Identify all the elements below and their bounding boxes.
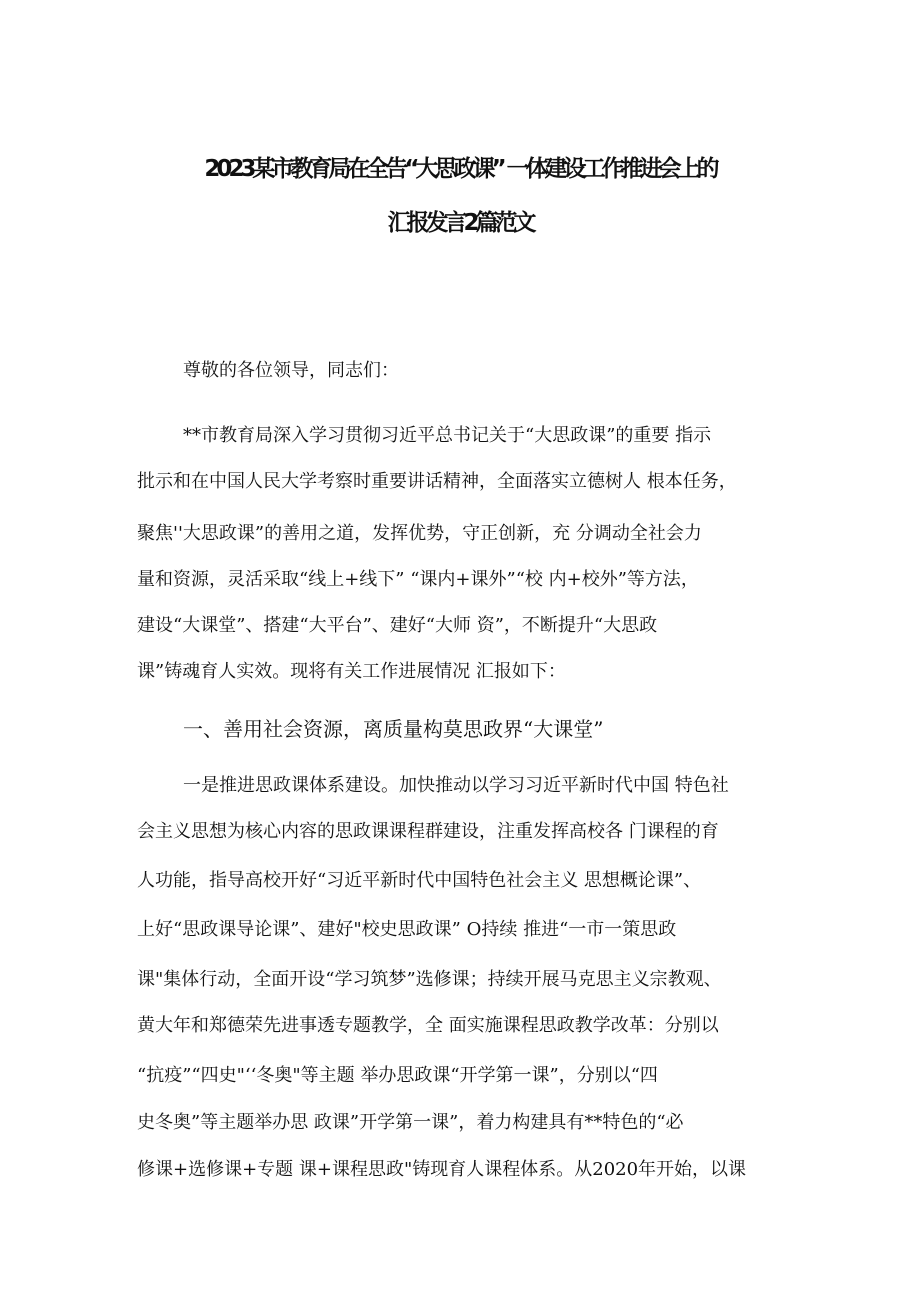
paragraph-2-line: “抗疫”“四史"‘‘冬奥"等主题 举办思政课“开学第一课”，分别以“四 xyxy=(137,1065,658,1086)
document-title-line-1: 2023某市教育局在全告“大思政课” 一体建设工作推进会上的 xyxy=(204,156,716,182)
paragraph-1-line: 建设“大课堂”、搭建“大平台”、建好“大师 资”，不断提升“大思政 xyxy=(137,615,658,636)
paragraph-2-line: 会主义思想为核心内容的思政课课程群建设，注重发挥高校各 门课程的育 xyxy=(137,821,719,842)
paragraph-2-line: 一是推进思政课体系建设。加快推动以学习习近平新时代中国 特色社 xyxy=(183,775,729,796)
paragraph-1-line: 批示和在中国人民大学考察时重要讲话精神，全面落实立德树人 根本任务， xyxy=(137,471,737,492)
paragraph-1-line: 量和资源，灵活采取“线上+线下” “课内+课外”“校 内+校外”等方法， xyxy=(137,569,699,590)
paragraph-2-line: 课"集体行动，全面开设“学习筑梦”选修课；持续开展马克思主义宗教观、 xyxy=(137,969,722,990)
greeting: 尊敬的各位领导，同志们： xyxy=(183,360,399,381)
paragraph-2-line: 修课+选修课+专题 课+课程思政"铸现育人课程体系。从2020年开始，以课 xyxy=(137,1159,747,1180)
document-title-line-2: 汇报发言2篇范文 xyxy=(387,210,533,236)
paragraph-1-line: **市教育局深入学习贯彻习近平总书记关于“大思政课”的重要 指示 xyxy=(183,425,712,446)
paragraph-1-line: 课”铸魂育人实效。现将有关工作进展情况 汇报如下： xyxy=(137,661,566,682)
paragraph-2-line: 上好“思政课导论课”、建好"校史思政课” O持续 推进“一市一策思政 xyxy=(137,919,677,940)
section-1-heading: 一、善用社会资源，离质量构莫思政界“大课堂” xyxy=(183,717,604,741)
paragraph-1-line: 聚焦''大思政课”的善用之道，发挥优势，守正创新，充 分调动全社会力 xyxy=(137,523,702,544)
paragraph-2-line: 人功能，指导高校开好“习近平新时代中国特色社会主义 思想概论课”、 xyxy=(137,870,702,891)
paragraph-2-line: 黄大年和郑德荣先进事透专题教学，全 面实施课程思政教学改革：分别以 xyxy=(137,1015,719,1036)
paragraph-2-line: 史冬奥”等主题举办思 政课”开学第一课”，着力构建具有**特色的“必 xyxy=(137,1112,684,1133)
